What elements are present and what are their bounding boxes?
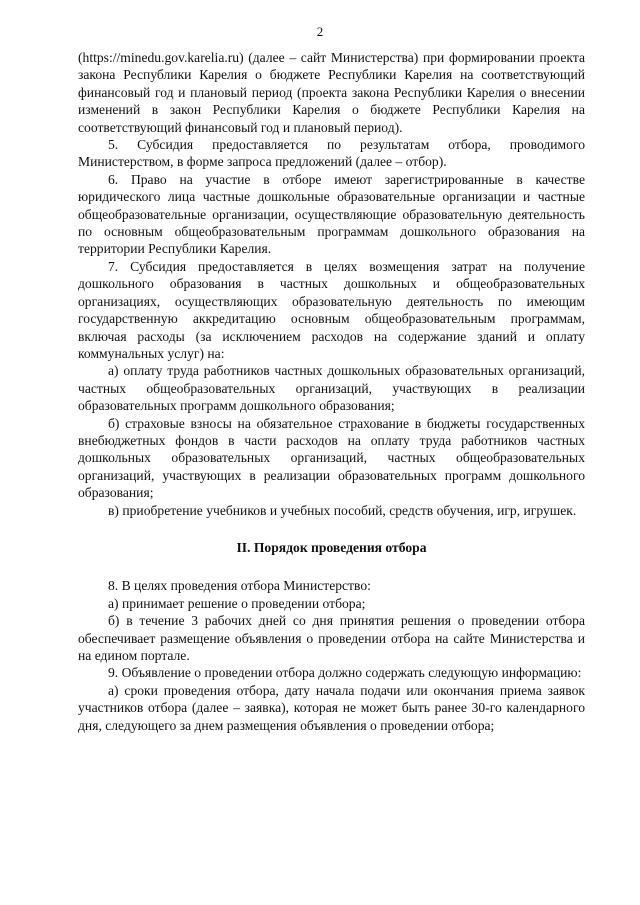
paragraph-item-5: 5. Субсидия предоставляется по результатам отбора, проводимого Министерством, в форме запроса предложений (далее – отбор). — [78, 137, 585, 170]
paragraph-item-7a: а) оплату труда работников частных дошкольных образовательных организаций, частных общеобразовательных организаций, участвующих в реализации образовательных программ дошкольного образования; — [78, 363, 585, 414]
section-heading: II. Порядок проведения отбора — [236, 539, 427, 555]
paragraph-item-7: 7. Субсидия предоставляется в целях возмещения затрат на получение дошкольного образования в частных дошкольных и общеобразовательных организациях, осуществляющих образовательную деятельность по имеющим государственную аккредитацию основным общеобразовательным программам, включая расходы (за исключением расходов на содержание зданий и оплату коммунальных услуг) на: — [78, 258, 585, 361]
paragraph-continuation: (https://minedu.gov.karelia.ru) (далее – сайт Министерства) при формировании проекта закона Республики Карелия о бюджете Республики Карелия на соответствующий финансовый год и плановый период (проекта закона Республики Карелия о внесении изменений в закон Республики Карелия о бюджете Республики Карелия на соответствующий финансовый год и плановый период). — [78, 50, 585, 135]
paragraph-item-8a: а) принимает решение о проведении отбора; — [108, 595, 366, 611]
document-body — [78, 49, 585, 734]
paragraph-item-8b: б) в течение 3 рабочих дней со дня принятия решения о проведении отбора обеспечивает размещение объявления о проведении отбора на сайте Министерства и на едином портале. — [78, 613, 585, 663]
paragraph-item-9: 9. Объявление о проведении отбора должно содержать следующую информацию: — [108, 665, 582, 681]
paragraph-item-7v: в) приобретение учебников и учебных пособий, средств обучения, игр, игрушек. — [108, 502, 577, 518]
paragraph-item-9a: а) сроки проведения отбора, дату начала подачи или окончания приема заявок участников отбора (далее – заявка), которая не может быть ранее 30-го календарного дня, следующего за днем размещения объявления о проведении отбора; — [78, 682, 585, 733]
page-number: 2 — [316, 24, 324, 39]
paragraph-item-7b: б) страховые взносы на обязательное страхование в бюджеты государственных внебюджетных фондов в части расходов на оплату труда работников частных дошкольных образовательных организаций, частных общеобразовательных организаций, участвующих в реализации образовательных программ дошкольного образования; — [78, 415, 585, 501]
paragraph-item-6: 6. Право на участие в отборе имеют зарегистрированные в качестве юридического лица частные дошкольные образовательные организации и частные общеобразовательные организации, осуществляющие образовательную деятельность по основным общеобразовательным программам дошкольного образования на территории Республики Карелия. — [78, 171, 585, 257]
paragraph-item-8: 8. В целях проведения отбора Министерство: — [108, 578, 371, 594]
